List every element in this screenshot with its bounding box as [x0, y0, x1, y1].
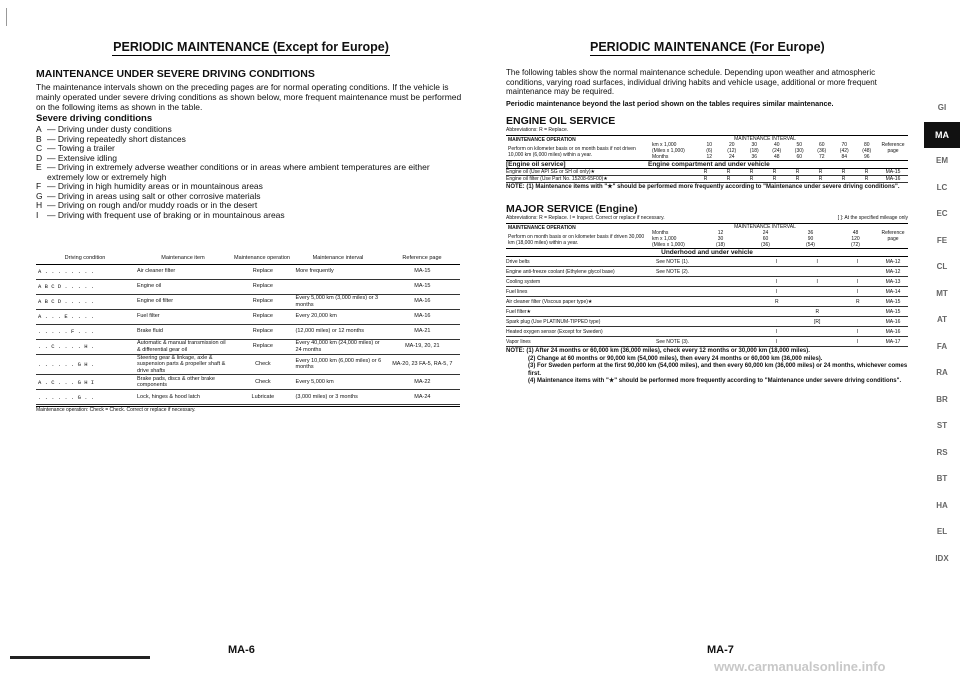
- interval-row: [652, 154, 878, 160]
- table-row: [506, 307, 908, 317]
- table-row: [506, 337, 908, 347]
- reference-page-cell: MA-15: [414, 283, 431, 290]
- section-tab-cl[interactable]: CL: [936, 262, 948, 271]
- interval-cell: Every 5,000 km (3,000 miles) or 3 months: [295, 294, 379, 308]
- interval-value: 84: [841, 153, 848, 160]
- interval-value: (24): [772, 147, 782, 154]
- table-row: [36, 354, 460, 375]
- reference-page: MA-16: [885, 318, 901, 325]
- reference-page: MA-12: [885, 268, 901, 275]
- section-tab-bt[interactable]: BT: [936, 474, 948, 483]
- section-title: MAINTENANCE UNDER SEVERE DRIVING CONDITIONS: [36, 68, 315, 80]
- schedule-mark: R: [726, 175, 731, 182]
- table-row: [36, 264, 460, 279]
- major-abbrev-row: [506, 215, 908, 221]
- operation-header: MAINTENANCE OPERATION: [508, 136, 576, 143]
- interval-value: (72): [851, 242, 860, 248]
- section-tab-ec[interactable]: EC: [936, 209, 948, 218]
- interval-value: 30: [717, 236, 724, 242]
- schedule-mark: I: [776, 288, 778, 295]
- section-tab-el[interactable]: EL: [936, 527, 948, 536]
- interval-value: 60: [818, 141, 825, 148]
- oil-title: ENGINE OIL SERVICE: [506, 114, 616, 127]
- table-row: [506, 169, 908, 176]
- condition-letter: I: [36, 209, 39, 220]
- severe-table: [36, 255, 460, 405]
- table-row: [36, 309, 460, 324]
- interval-value: 36: [751, 153, 758, 160]
- condition-text: — Extensive idling: [47, 152, 117, 163]
- interval-value: 48: [852, 230, 859, 236]
- interval-cell: Every 5,000 km: [295, 378, 334, 385]
- operation-cell: Replace: [252, 313, 273, 320]
- reference-page: MA-13: [885, 278, 901, 285]
- operation-cell: Replace: [252, 328, 273, 335]
- intro-text: The maintenance intervals shown on the preceding pages are for normal operating conditions. If the vehicle is mainly operated under severe driving conditions as shown below, more frequent maintenance must be performed on the following items as shown in the table.: [36, 82, 462, 112]
- interval-row-label: (Miles x 1,000): [652, 242, 685, 248]
- item-name: Engine oil (Use API SG or SH oil only)★: [506, 168, 595, 175]
- column-header: Driving condition: [64, 255, 106, 261]
- item-see-note: See NOTE (2).: [656, 268, 690, 275]
- schedule-mark: I: [857, 258, 859, 265]
- oil-abbrev: Abbreviations: R = Replace.: [506, 126, 569, 133]
- schedule-mark: R: [815, 308, 820, 315]
- reference-page-cell: MA-19, 20, 21: [405, 343, 440, 350]
- interval-value: 72: [818, 153, 825, 160]
- interval-value: 30: [751, 141, 758, 148]
- reference-page: MA-16: [885, 328, 901, 335]
- oil-group-right: Engine compartment and under vehicle: [648, 160, 770, 168]
- severe-section: [36, 68, 462, 220]
- operation-cell: Check: [255, 378, 271, 385]
- watermark: www.carmanualsonline.info: [714, 659, 886, 674]
- schedule-header: [506, 224, 908, 249]
- item-name: Air cleaner filter (Viscous paper type)★: [506, 298, 593, 305]
- section-tab-mt[interactable]: MT: [936, 288, 948, 298]
- item-name: Cooling system: [506, 278, 541, 285]
- driving-condition-cell: A B C D . . . . .: [38, 298, 95, 305]
- table-row: [506, 327, 908, 337]
- section-tab-em[interactable]: EM: [936, 156, 948, 165]
- section-tab-st[interactable]: ST: [936, 421, 948, 430]
- condition-text: — Driving with frequent use of braking or in mountainous areas: [47, 209, 285, 220]
- page-header: PERIODIC MAINTENANCE (Except for Europe): [113, 40, 389, 54]
- interval-value: (36): [817, 147, 827, 154]
- major-abbrev: Abbreviations: R = Replace. I = Inspect. Correct or replace if necessary.: [506, 215, 665, 221]
- item-name: Heated oxygen sensor (Except for Sweden): [506, 328, 603, 335]
- reference-page-cell: MA-15: [414, 268, 431, 275]
- section-tab-gi[interactable]: GI: [937, 103, 947, 112]
- section-tab-rs[interactable]: RS: [936, 447, 948, 457]
- operation-cell: Replace: [252, 343, 273, 350]
- page-number: MA-7: [707, 644, 734, 656]
- condition-item: [36, 163, 462, 182]
- maintenance-item-cell: Automatic & manual transmission oil & differential gear oil: [137, 339, 226, 353]
- table-row: [36, 375, 460, 390]
- operation-cell: Replace: [252, 268, 273, 275]
- severe-table-body: [36, 264, 460, 405]
- interval-value: 60: [796, 153, 803, 160]
- reference-page-cell: MA-22: [414, 378, 431, 385]
- schedule-mark: I: [776, 338, 778, 345]
- condition-letter: H: [36, 200, 43, 210]
- interval-value: 90: [807, 236, 814, 242]
- interval-col: [652, 224, 878, 248]
- table-row: [506, 317, 908, 327]
- schedule-mark: I: [857, 278, 859, 285]
- table-row: [506, 287, 908, 297]
- interval-value: 96: [863, 153, 870, 160]
- schedule-mark: I: [776, 278, 778, 285]
- interval-value: 60: [762, 236, 769, 242]
- condition-text: — Driving in high humidity areas or in mountainous areas: [47, 181, 263, 191]
- driving-condition-cell: . . . . . F . . .: [38, 328, 95, 335]
- schedule-mark: R: [818, 175, 823, 182]
- interval-value: 24: [728, 153, 735, 160]
- interval-value: (54): [806, 242, 815, 248]
- reference-header: Reference page: [881, 230, 905, 242]
- schedule-mark: I: [857, 328, 859, 335]
- major-abbrev-right: [ ]: At the specified mileage only: [837, 215, 908, 221]
- item-name: Fuel filter★: [506, 308, 532, 315]
- conditions-title: Severe driving conditions: [36, 113, 153, 124]
- major-note: (4) Maintenance items with "★" should be performed more frequently according to "Maintenance under severe driving conditions".: [528, 378, 902, 384]
- interval-value: 70: [841, 141, 848, 148]
- schedule-mark: R: [864, 175, 869, 182]
- table-row: [506, 257, 908, 267]
- schedule-mark: R: [749, 168, 754, 175]
- interval-cell: Every 20,000 km: [295, 313, 337, 320]
- maintenance-item-cell: Fuel filter: [137, 313, 160, 320]
- interval-value: 36: [807, 230, 814, 236]
- page-header: PERIODIC MAINTENANCE (For Europe): [590, 40, 825, 54]
- reference-page-cell: MA-16: [414, 298, 431, 305]
- interval-value: (18): [716, 242, 725, 248]
- condition-letter: C: [36, 143, 43, 153]
- interval-value: (6): [706, 147, 713, 154]
- perform-basis: Perform on month basis or on kilometer basis if driven 30,000 km (18,000 miles) within a year.: [508, 234, 645, 246]
- right-page: [480, 0, 960, 678]
- reference-page-cell: MA-20, 23 FA-5, RA-5, 7: [392, 361, 453, 368]
- interval-header: MAINTENANCE INTERVAL: [734, 224, 796, 230]
- reference-page: MA-15: [885, 298, 901, 305]
- reference-page: MA-16: [885, 175, 901, 182]
- reference-page: MA-15: [885, 168, 901, 175]
- interval-header: MAINTENANCE INTERVAL: [734, 135, 796, 142]
- condition-text: — Driving under dusty conditions: [47, 124, 172, 134]
- condition-letter: G: [36, 190, 43, 201]
- major-group-row: Underhood and under vehicle: [506, 249, 908, 257]
- table-row: [36, 279, 460, 294]
- section-tab-ha[interactable]: HA: [936, 500, 948, 510]
- condition-text: — Driving in extremely adverse weather conditions or in areas where ambient temperatures are either extremely low or extremely high: [47, 162, 430, 182]
- schedule-mark: [R]: [814, 318, 821, 325]
- reference-page: MA-14: [885, 288, 901, 295]
- operation-col: [506, 224, 652, 248]
- main-content: [506, 68, 908, 386]
- severe-table-header: [36, 255, 460, 264]
- condition-text: — Towing a trailer: [47, 143, 115, 153]
- maintenance-item-cell: Engine oil filter: [137, 298, 174, 305]
- table-row: [506, 297, 908, 307]
- schedule-mark: I: [776, 328, 778, 335]
- interval-value: 120: [851, 236, 860, 242]
- maintenance-item-cell: Lock, hinges & hood latch: [137, 393, 200, 400]
- section-tab-fe[interactable]: FE: [936, 235, 948, 245]
- condition-text: — Driving repeatedly short distances: [47, 133, 186, 144]
- schedule-mark: R: [774, 298, 779, 305]
- column-header: Maintenance interval: [312, 255, 364, 261]
- driving-condition-cell: A . C . . . G H I: [38, 378, 95, 386]
- driving-condition-cell: . . C . . . . H .: [38, 343, 95, 350]
- item-name: Fuel lines: [506, 288, 528, 295]
- interval-col: [652, 136, 878, 160]
- schedule-mark: R: [726, 168, 731, 175]
- condition-letter: F: [36, 181, 42, 191]
- interval-value: (12): [727, 147, 737, 154]
- schedule-mark: R: [772, 168, 777, 175]
- perform-basis: Perform on kilometer basis or on month basis if not driven 10,000 km (6,000 miles) within a year.: [508, 145, 636, 158]
- maintenance-item-cell: Steering gear & linkage, axle & suspension parts & propeller shaft & drive shafts: [137, 354, 226, 374]
- section-tab-ra[interactable]: RA: [936, 368, 948, 377]
- reference-page-cell: MA-21: [414, 328, 431, 335]
- interval-cell: Every 40,000 km (24,000 miles) or 24 months: [295, 339, 380, 353]
- item-name: Vapor lines: [506, 338, 531, 345]
- interval-row: [652, 242, 878, 248]
- item-name: Engine oil filter (Use Part No. 15208-65F00)★: [506, 175, 608, 182]
- interval-value: 20: [728, 141, 735, 148]
- severe-table-wrap: [36, 255, 460, 413]
- section-tabs: [924, 95, 960, 572]
- table-row: [36, 390, 460, 405]
- condition-text: — Driving in areas using salt or other corrosive materials: [47, 190, 261, 201]
- schedule-mark: R: [772, 175, 777, 182]
- interval-cell: [294, 279, 385, 294]
- schedule-mark: R: [864, 168, 869, 175]
- schedule-mark: R: [841, 175, 846, 182]
- interval-value: 48: [773, 153, 780, 160]
- scan-edge-mark: [6, 8, 7, 26]
- item-see-note: See NOTE (3).: [656, 338, 690, 345]
- condition-item: [36, 211, 462, 221]
- maintenance-item-cell: Brake pads, discs & other brake components: [137, 375, 215, 389]
- condition-text: — Driving on rough and/or muddy roads or in the desert: [47, 200, 258, 210]
- item-name: Spark plug (Use PLATINUM-TIPPED type): [506, 318, 601, 325]
- condition-letter: D: [36, 152, 43, 163]
- interval-value: 12: [717, 230, 724, 236]
- interval-value: 24: [762, 230, 769, 236]
- table-row: [506, 277, 908, 287]
- table-footnote: Maintenance operation: Check = Check. Correct or replace if necessary.: [36, 406, 460, 413]
- schedule-mark: R: [703, 168, 708, 175]
- interval-cell: (3,000 miles) or 3 months: [295, 393, 358, 400]
- interval-value: (30): [794, 147, 804, 154]
- major-service-table: [506, 223, 908, 347]
- operation-col: [506, 136, 652, 160]
- schedule-mark: R: [818, 168, 823, 175]
- reference-page-cell: MA-24: [414, 393, 431, 400]
- major-title: MAJOR SERVICE (Engine): [506, 203, 638, 215]
- interval-cell: Every 10,000 km (6,000 miles) or 6 months: [295, 357, 382, 371]
- interval-value: 40: [773, 141, 780, 148]
- schedule-mark: I: [857, 288, 859, 295]
- section-tab-idx[interactable]: IDX: [935, 553, 949, 563]
- interval-value: (18): [749, 147, 759, 154]
- interval-value: (42): [839, 147, 849, 154]
- driving-condition-cell: A . . . . . . . .: [38, 268, 95, 275]
- table-row: [506, 176, 908, 183]
- oil-group-row: [506, 161, 908, 169]
- table-row: [36, 294, 460, 309]
- section-tab-at[interactable]: AT: [936, 315, 948, 324]
- condition-letter: A: [36, 124, 42, 134]
- oil-group-left: [Engine oil service]: [506, 160, 566, 168]
- operation-cell: Lubricate: [251, 393, 275, 400]
- driving-condition-cell: . . . . . . G . .: [38, 393, 95, 401]
- schedule-mark: R: [795, 175, 800, 182]
- interval-row-label: km x 1,000: [652, 236, 677, 242]
- column-header: Reference page: [402, 255, 442, 261]
- intro-text: The following tables show the normal maintenance schedule. Depending upon weather and atmospheric conditions, varying road surfaces, individual driving habits and vehicle usage, additional or more frequent maintenance may be required.: [506, 68, 877, 96]
- column-header: Maintenance operation: [234, 255, 290, 261]
- reference-header: Reference page: [881, 141, 905, 154]
- schedule-mark: R: [703, 175, 708, 182]
- maintenance-item-cell: Brake fluid: [137, 328, 163, 335]
- major-notes: [506, 348, 908, 386]
- major-note: (2) Change at 60 months or 90,000 km (54,000 miles), then every 24 months or 60,000 km (36,000 miles).: [528, 355, 823, 362]
- section-tab-lc[interactable]: LC: [936, 182, 948, 192]
- conditions-list: [36, 125, 462, 220]
- operation-header: MAINTENANCE OPERATION: [508, 225, 576, 231]
- column-header: Maintenance item: [161, 255, 205, 261]
- interval-value: 10: [706, 141, 713, 148]
- operation-cell: Replace: [252, 298, 273, 305]
- section-tab-br[interactable]: BR: [936, 394, 948, 404]
- interval-cell: (12,000 miles) or 12 months: [295, 328, 365, 335]
- section-tab-ma[interactable]: MA: [924, 122, 960, 149]
- schedule-mark: I: [776, 258, 778, 265]
- item-name: Drive belts: [506, 258, 530, 265]
- major-note: (3) For Sweden perform at the first 90,000 km (54,000 miles), and then every 60,000 km (36,000 miles) or 24 months, whichever comes first.: [528, 363, 908, 377]
- reference-page-cell: MA-16: [414, 313, 431, 320]
- interval-row-label: Months: [652, 153, 669, 160]
- scan-bottom-mark: [10, 656, 150, 659]
- operation-cell: Replace: [252, 283, 273, 290]
- reference-page: MA-15: [885, 308, 901, 315]
- schedule-mark: I: [857, 338, 859, 345]
- interval-cell: More frequently: [295, 268, 334, 275]
- schedule-mark: R: [841, 168, 846, 175]
- schedule-mark: I: [816, 258, 818, 265]
- schedule-header: [506, 136, 908, 161]
- reference-page: MA-12: [885, 258, 901, 265]
- table-row: [36, 339, 460, 354]
- schedule-mark: I: [816, 278, 818, 285]
- operation-cell: Check: [255, 361, 271, 368]
- reference-page: MA-17: [885, 338, 901, 345]
- interval-row-label: km x 1,000: [652, 141, 677, 148]
- severe-header-cells: [36, 255, 460, 264]
- interval-row-label: (Miles x 1,000): [652, 147, 685, 154]
- periodic-note: Periodic maintenance beyond the last period shown on the tables requires similar maintenance.: [506, 98, 834, 108]
- page-number: MA-6: [228, 644, 255, 656]
- maintenance-item-cell: Air cleaner filter: [137, 268, 176, 275]
- maintenance-item-cell: Engine oil: [137, 283, 162, 290]
- driving-condition-cell: A B C D . . . . .: [38, 283, 95, 290]
- interval-value: 50: [796, 141, 803, 148]
- major-note: NOTE: (1) After 24 months or 60,000 km (36,000 miles), check every 12 months or 30,000 km (18,000 miles).: [506, 348, 810, 354]
- schedule-mark: R: [749, 175, 754, 182]
- oil-note: NOTE: (1) Maintenance items with "★" should be performed more frequently according to "Maintenance under severe driving conditions".: [506, 183, 900, 190]
- table-row: [506, 267, 908, 277]
- interval-value: 12: [706, 153, 713, 160]
- interval-value: (48): [862, 147, 872, 154]
- driving-condition-cell: . . . . . . G H .: [38, 360, 95, 368]
- schedule-mark: R: [795, 168, 800, 175]
- table-row: [36, 324, 460, 339]
- interval-value: (36): [761, 242, 770, 248]
- oil-service-table: [506, 135, 908, 183]
- driving-condition-cell: A . . . E . . . .: [38, 313, 95, 320]
- section-tab-fa[interactable]: FA: [936, 341, 948, 351]
- interval-value: 80: [863, 141, 870, 148]
- interval-row-label: Months: [652, 230, 669, 236]
- condition-letter: E: [36, 162, 42, 172]
- condition-letter: B: [36, 133, 42, 144]
- schedule-mark: R: [855, 298, 860, 305]
- item-see-note: See NOTE (1).: [656, 258, 690, 265]
- item-name: Engine anti-freeze coolant (Ethylene glycol base): [506, 268, 615, 275]
